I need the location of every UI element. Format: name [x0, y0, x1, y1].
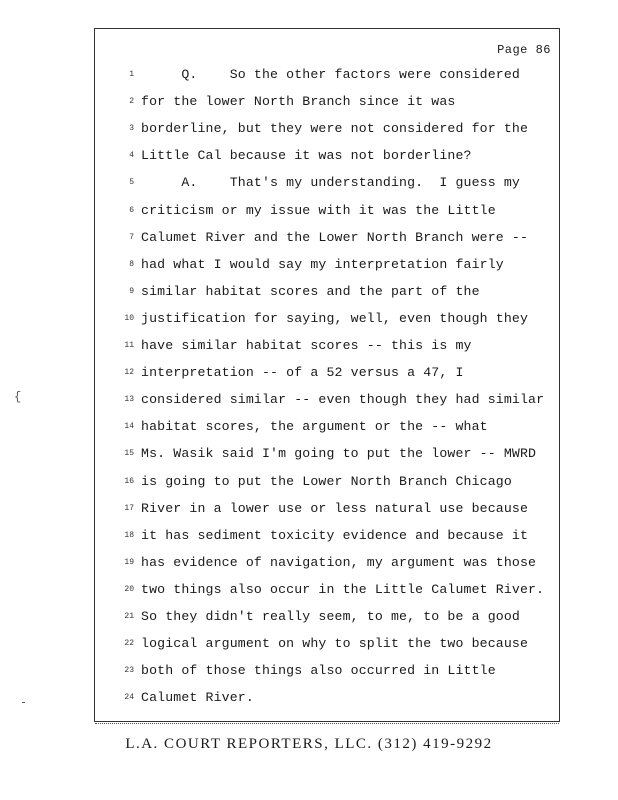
margin-tick [22, 702, 25, 703]
line-text: considered similar -- even though they had similar [141, 392, 545, 408]
page-number: Page 86 [497, 43, 551, 57]
line-number: 14 [124, 422, 134, 432]
line-number: 2 [129, 97, 134, 107]
line-text: habitat scores, the argument or the -- what [141, 419, 488, 435]
line-number: 5 [129, 178, 134, 188]
line-number: 1 [129, 70, 134, 79]
line-text: has evidence of navigation, my argument was those [141, 554, 537, 570]
line-text: A. That's my understanding. I guess my [141, 175, 520, 191]
line-text: borderline, but they were not considered for the [141, 121, 529, 137]
line-number: 9 [129, 286, 134, 296]
line-number: 16 [124, 476, 134, 486]
line-number: 13 [124, 395, 134, 405]
line-text: for the lower North Branch since it was [141, 94, 456, 110]
line-text: River in a lower use or less natural use because [141, 500, 529, 516]
line-text: Little Cal because it was not borderline? [141, 148, 472, 164]
transcript-page [94, 28, 560, 722]
line-text: two things also occur in the Little Calumet River. [141, 581, 545, 597]
line-number: 7 [129, 232, 134, 242]
line-number: 3 [129, 124, 134, 134]
line-text: justification for saying, well, even though they [141, 310, 529, 326]
line-text: So they didn't really seem, to me, to be a good [141, 609, 520, 624]
line-text: Calumet River. [141, 690, 254, 706]
line-text: had what I would say my interpretation fairly [141, 256, 504, 272]
line-text: interpretation -- of a 52 versus a 47, I [141, 365, 464, 381]
line-number: 24 [124, 693, 134, 703]
line-number: 23 [124, 666, 134, 676]
line-number: 11 [124, 341, 134, 350]
line-number: 4 [129, 151, 134, 161]
line-number: 22 [124, 639, 134, 649]
line-number: 6 [129, 205, 134, 215]
line-text: Calumet River and the Lower North Branch were -- [141, 229, 529, 245]
line-text: Ms. Wasik said I'm going to put the lower -- MWRD [141, 446, 537, 462]
line-number: 17 [124, 503, 134, 513]
line-text: both of those things also occurred in Little [141, 663, 496, 679]
line-text: it has sediment toxicity evidence and because it [141, 527, 529, 543]
line-number: 15 [124, 449, 134, 459]
line-text: Q. So the other factors were considered [141, 67, 520, 82]
line-text: is going to put the Lower North Branch Chicago [141, 473, 512, 489]
line-text: have similar habitat scores -- this is my [141, 338, 472, 353]
line-number: 18 [124, 530, 134, 540]
line-number: 12 [124, 368, 134, 378]
line-number: 19 [124, 557, 134, 567]
line-number: 21 [124, 612, 134, 621]
margin-mark: { [14, 390, 22, 404]
line-text: logical argument on why to split the two because [141, 636, 529, 652]
line-text: criticism or my issue with it was the Little [141, 202, 496, 218]
line-text: similar habitat scores and the part of the [141, 283, 480, 299]
line-number: 8 [129, 259, 134, 269]
line-number: 10 [124, 313, 134, 323]
line-number: 20 [124, 584, 134, 594]
court-reporter-footer: L.A. COURT REPORTERS, LLC. (312) 419-9292 [125, 736, 493, 752]
